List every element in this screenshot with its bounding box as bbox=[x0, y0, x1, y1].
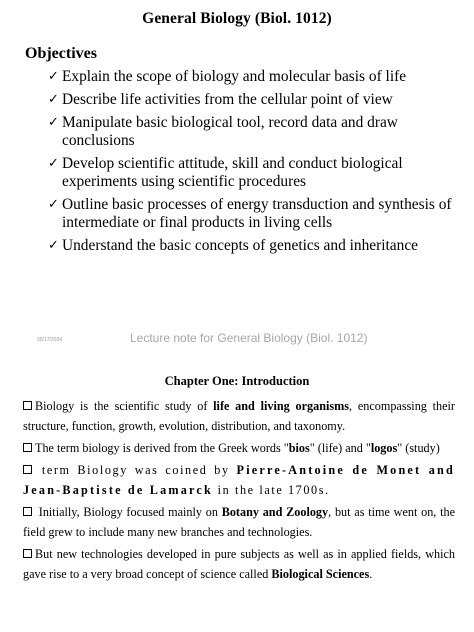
footer-date: 05/17/2024 bbox=[37, 337, 63, 343]
check-icon: ✓ bbox=[48, 92, 59, 107]
check-icon: ✓ bbox=[48, 115, 59, 130]
checkbox-bullet-icon bbox=[23, 443, 32, 452]
paragraph-4: Initially, Biology focused mainly on Botany and Zoology, but as time went on, the field grew to include many new branches and technologies. bbox=[23, 505, 456, 539]
paragraph-1: Biology is the scientific study of life and living organisms, encompassing their structure, function, growth, evolution, distribution, and taxonomy. bbox=[23, 399, 455, 433]
paragraph-2: The term biology is derived from the Greek words "bios" (life) and "logos" (study) bbox=[23, 438, 455, 458]
list-item: ✓ Understand the basic concepts of genetics and inheritance bbox=[48, 237, 418, 254]
checkbox-bullet-icon bbox=[23, 465, 32, 474]
check-icon: ✓ bbox=[48, 238, 59, 253]
paragraph-5: But new technologies developed in pure subjects as well as in applied fields, which gave rise to a very broad concept of science called Biological Sciences. bbox=[23, 547, 455, 581]
list-item: ✓ Describe life activities from the cellular point of view bbox=[48, 91, 393, 108]
list-item: ✓ Outline basic processes of energy transduction and synthesis of intermediate or final products in living cells bbox=[48, 196, 452, 231]
checkbox-bullet-icon bbox=[23, 401, 32, 410]
list-item: ✓ Explain the scope of biology and molecular basis of life bbox=[48, 68, 407, 85]
check-icon: ✓ bbox=[48, 156, 59, 171]
slide-footer bbox=[0, 330, 474, 350]
footer-text: Lecture note for General Biology (Biol. 1012) bbox=[130, 331, 368, 345]
paragraph-3: term Biology was coined by Pierre-Antoine de Monet and Jean-Baptiste de Lamarck in the late 1700s. bbox=[23, 463, 455, 497]
check-icon: ✓ bbox=[48, 69, 59, 84]
chapter-heading: Chapter One: Introduction bbox=[164, 374, 310, 388]
slide-title: General Biology (Biol. 1012) bbox=[142, 10, 332, 27]
chapter-body bbox=[23, 396, 455, 586]
objectives-list bbox=[48, 68, 460, 260]
objectives-heading: Objectives bbox=[25, 45, 97, 62]
checkbox-bullet-icon bbox=[23, 507, 32, 516]
list-item: ✓ Manipulate basic biological tool, record data and draw conclusions bbox=[48, 114, 398, 149]
list-item: ✓ Develop scientific attitude, skill and conduct biological experiments using scientific procedures bbox=[48, 155, 403, 190]
checkbox-bullet-icon bbox=[23, 549, 32, 558]
check-icon: ✓ bbox=[48, 197, 59, 212]
